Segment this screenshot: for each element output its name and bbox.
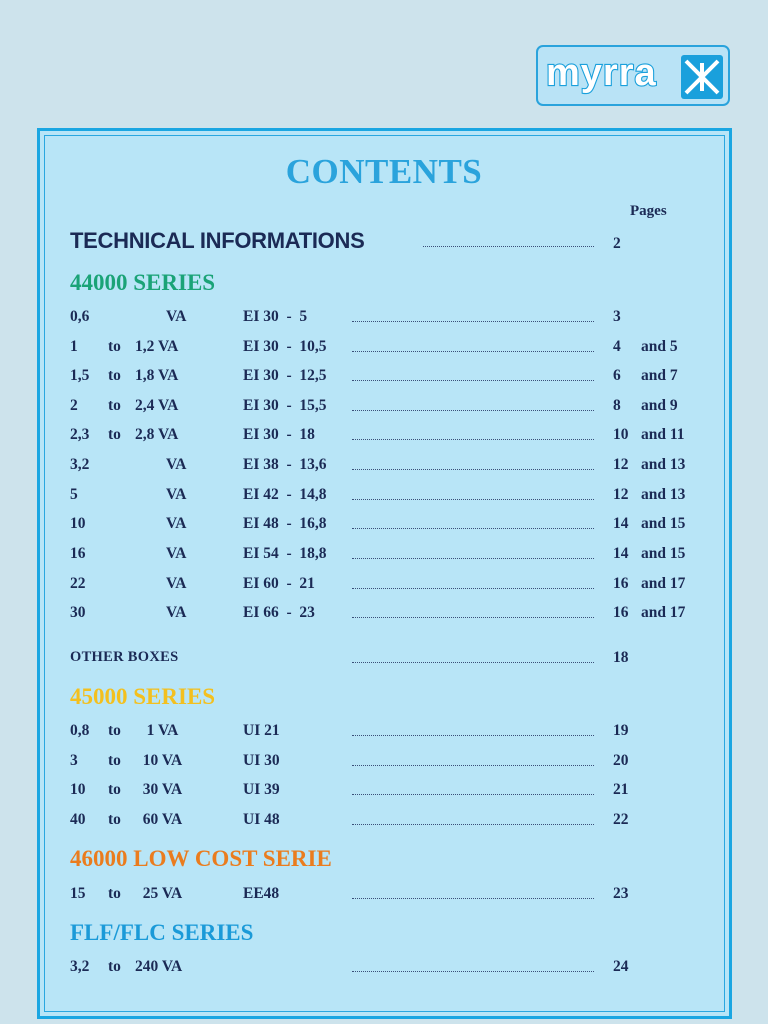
range-to: to bbox=[108, 811, 121, 828]
dot-leader bbox=[352, 410, 594, 411]
other-boxes-label: OTHER BOXES bbox=[70, 649, 179, 665]
page-number: 3 bbox=[613, 308, 621, 325]
dot-leader bbox=[352, 558, 594, 559]
range-start: 3 bbox=[70, 752, 78, 769]
dot-leader bbox=[352, 617, 594, 618]
core-designation: EI 38 - 13,6 bbox=[243, 456, 327, 473]
page-number: 22 bbox=[613, 811, 629, 828]
range-to: to bbox=[108, 367, 121, 384]
page-number-extra: and 13 bbox=[641, 456, 686, 473]
core-designation: UI 21 bbox=[243, 722, 280, 739]
va-unit: VA bbox=[166, 456, 187, 473]
page-number: 2 bbox=[613, 235, 621, 252]
va-unit: VA bbox=[166, 545, 187, 562]
dot-leader bbox=[352, 794, 594, 795]
page-number: 23 bbox=[613, 885, 629, 902]
page-number: 24 bbox=[613, 958, 629, 975]
myrra-mark-icon bbox=[681, 55, 723, 99]
range-end: 1,2 VA bbox=[135, 338, 179, 355]
range-end: 30 VA bbox=[135, 781, 183, 798]
dot-leader bbox=[352, 662, 594, 663]
range-to: to bbox=[108, 752, 121, 769]
page-number-extra: and 9 bbox=[641, 397, 678, 414]
va-unit: VA bbox=[166, 515, 187, 532]
core-designation: UI 30 bbox=[243, 752, 280, 769]
range-end: 1 VA bbox=[135, 722, 179, 739]
dot-leader bbox=[352, 351, 594, 352]
page-number-extra: and 17 bbox=[641, 575, 686, 592]
page-number-extra: and 11 bbox=[641, 426, 685, 443]
va-unit: VA bbox=[166, 486, 187, 503]
range-start: 40 bbox=[70, 811, 86, 828]
core-designation: EI 66 - 23 bbox=[243, 604, 315, 621]
range-start: 30 bbox=[70, 604, 86, 621]
page-number-extra: and 15 bbox=[641, 545, 686, 562]
core-designation: EI 42 - 14,8 bbox=[243, 486, 327, 503]
section-title: 44000 SERIES bbox=[70, 270, 216, 295]
range-start: 5 bbox=[70, 486, 78, 503]
page-number-extra: and 13 bbox=[641, 486, 686, 503]
range-start: 2,3 bbox=[70, 426, 90, 443]
page-number: 12 bbox=[613, 486, 629, 503]
range-end: 25 VA bbox=[135, 885, 183, 902]
pages-column-header: Pages bbox=[630, 203, 667, 219]
range-start: 3,2 bbox=[70, 958, 90, 975]
page-number: 19 bbox=[613, 722, 629, 739]
core-designation: EE48 bbox=[243, 885, 280, 902]
dot-leader bbox=[352, 528, 594, 529]
myrra-logo bbox=[536, 45, 730, 106]
page-number: 20 bbox=[613, 752, 629, 769]
page-number-extra: and 17 bbox=[641, 604, 686, 621]
range-to: to bbox=[108, 426, 121, 443]
page-number-extra: and 15 bbox=[641, 515, 686, 532]
dot-leader bbox=[352, 380, 594, 381]
range-start: 1,5 bbox=[70, 367, 90, 384]
dot-leader bbox=[352, 735, 594, 736]
frame-inner-border bbox=[44, 135, 725, 1012]
dot-leader bbox=[352, 469, 594, 470]
core-designation: EI 48 - 16,8 bbox=[243, 515, 327, 532]
core-designation: EI 54 - 18,8 bbox=[243, 545, 327, 562]
page-number: 10 bbox=[613, 426, 629, 443]
dot-leader bbox=[352, 588, 594, 589]
page-number: 14 bbox=[613, 515, 629, 532]
range-start: 3,2 bbox=[70, 456, 90, 473]
dot-leader bbox=[423, 246, 594, 247]
range-to: to bbox=[108, 781, 121, 798]
page-number: 4 bbox=[613, 338, 621, 355]
dot-leader bbox=[352, 824, 594, 825]
page-number: 16 bbox=[613, 604, 629, 621]
core-designation: UI 48 bbox=[243, 811, 280, 828]
technical-informations-label: TECHNICAL INFORMATIONS bbox=[70, 228, 365, 253]
page-number: 8 bbox=[613, 397, 621, 414]
dot-leader bbox=[352, 439, 594, 440]
dot-leader bbox=[352, 765, 594, 766]
range-end: 1,8 VA bbox=[135, 367, 179, 384]
core-designation: EI 30 - 5 bbox=[243, 308, 308, 325]
va-unit: VA bbox=[166, 308, 187, 325]
core-designation: EI 30 - 18 bbox=[243, 426, 315, 443]
page-number-extra: and 7 bbox=[641, 367, 678, 384]
page-number: 14 bbox=[613, 545, 629, 562]
range-to: to bbox=[108, 958, 121, 975]
core-designation: EI 30 - 12,5 bbox=[243, 367, 327, 384]
range-start: 0,8 bbox=[70, 722, 90, 739]
section-title: 46000 LOW COST SERIE bbox=[70, 846, 332, 871]
range-end: 10 VA bbox=[135, 752, 183, 769]
section-title: FLF/FLC SERIES bbox=[70, 920, 254, 945]
va-unit: VA bbox=[166, 604, 187, 621]
range-start: 16 bbox=[70, 545, 86, 562]
myrra-logo-graphic bbox=[538, 47, 732, 108]
page-number: 6 bbox=[613, 367, 621, 384]
range-end: 60 VA bbox=[135, 811, 183, 828]
range-start: 0,6 bbox=[70, 308, 90, 325]
range-start: 10 bbox=[70, 781, 86, 798]
core-designation: UI 39 bbox=[243, 781, 280, 798]
core-designation: EI 30 - 10,5 bbox=[243, 338, 327, 355]
range-to: to bbox=[108, 338, 121, 355]
range-start: 22 bbox=[70, 575, 86, 592]
dot-leader bbox=[352, 321, 594, 322]
page-number: 21 bbox=[613, 781, 629, 798]
logo-wordmark: myrra bbox=[546, 52, 657, 94]
range-end: 2,8 VA bbox=[135, 426, 179, 443]
range-start: 2 bbox=[70, 397, 78, 414]
dot-leader bbox=[352, 898, 594, 899]
range-start: 10 bbox=[70, 515, 86, 532]
section-title: 45000 SERIES bbox=[70, 684, 216, 709]
page-title: CONTENTS bbox=[285, 152, 483, 191]
range-to: to bbox=[108, 885, 121, 902]
core-designation: EI 30 - 15,5 bbox=[243, 397, 327, 414]
va-unit: VA bbox=[166, 575, 187, 592]
range-to: to bbox=[108, 722, 121, 739]
dot-leader bbox=[352, 971, 594, 972]
range-to: to bbox=[108, 397, 121, 414]
page-number: 18 bbox=[613, 649, 629, 666]
page-number-extra: and 5 bbox=[641, 338, 678, 355]
range-end: 2,4 VA bbox=[135, 397, 179, 414]
dot-leader bbox=[352, 499, 594, 500]
page-number: 12 bbox=[613, 456, 629, 473]
core-designation: EI 60 - 21 bbox=[243, 575, 315, 592]
range-start: 1 bbox=[70, 338, 78, 355]
range-end: 240 VA bbox=[135, 958, 183, 975]
range-start: 15 bbox=[70, 885, 86, 902]
page-number: 16 bbox=[613, 575, 629, 592]
